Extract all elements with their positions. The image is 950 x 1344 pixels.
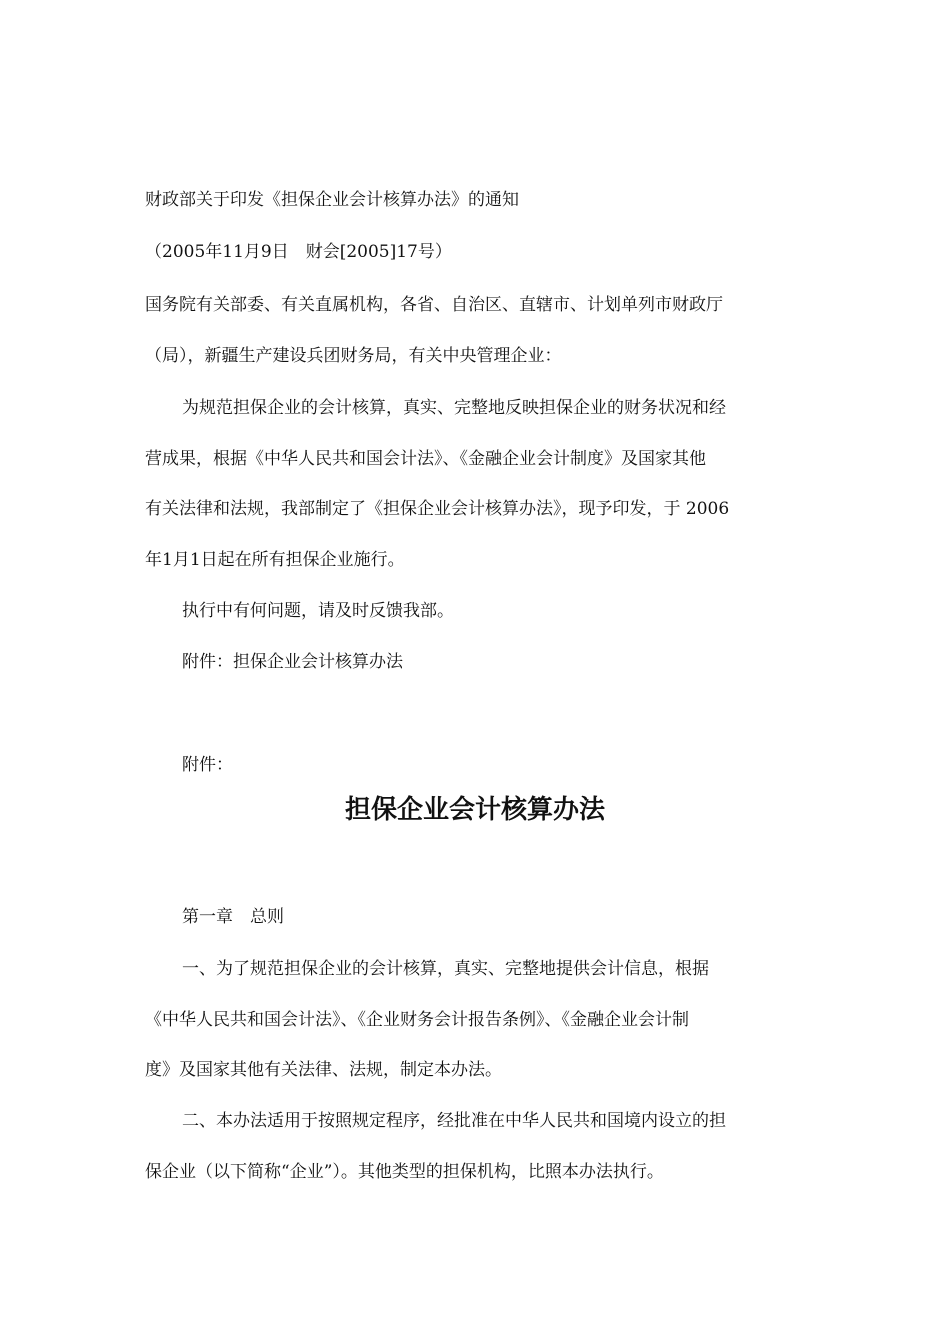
article-2-line: 二、本办法适用于按照规定程序，经批准在中华人民共和国境内设立的担 [182,1111,726,1131]
notice-date-reference: （2005年11月9日 财会[2005]17号） [145,242,452,262]
article-1-line: 度》及国家其他有关法律、法规，制定本办法。 [145,1060,502,1080]
attachment-label: 附件： [182,755,233,775]
article-1-line: 《中华人民共和国会计法》、《企业财务会计报告条例》、《金融企业会计制 [145,1010,689,1030]
attachment-reference: 附件：担保企业会计核算办法 [182,652,403,672]
chapter-heading: 第一章 总则 [182,907,284,927]
feedback-line: 执行中有何问题，请及时反馈我部。 [182,601,454,621]
article-2-line: 保企业（以下简称“企业”）。其他类型的担保机构，比照本办法执行。 [145,1162,664,1182]
notice-title: 财政部关于印发《担保企业会计核算办法》的通知 [145,190,519,210]
article-1-line: 一、为了规范担保企业的会计核算，真实、完整地提供会计信息，根据 [182,959,709,979]
body-line: 有关法律和法规，我部制定了《担保企业会计核算办法》，现予印发，于 2006 [145,499,730,519]
addressee-line: （局），新疆生产建设兵团财务局，有关中央管理企业： [145,346,562,366]
addressee-line: 国务院有关部委、有关直属机构，各省、自治区、直辖市、计划单列市财政厅 [145,295,723,315]
attachment-title: 担保企业会计核算办法 [344,795,605,825]
body-line: 营成果，根据《中华人民共和国会计法》、《金融企业会计制度》及国家其他 [145,449,706,469]
body-line: 为规范担保企业的会计核算，真实、完整地反映担保企业的财务状况和经 [182,398,726,418]
body-line: 年1月1日起在所有担保企业施行。 [145,550,405,570]
